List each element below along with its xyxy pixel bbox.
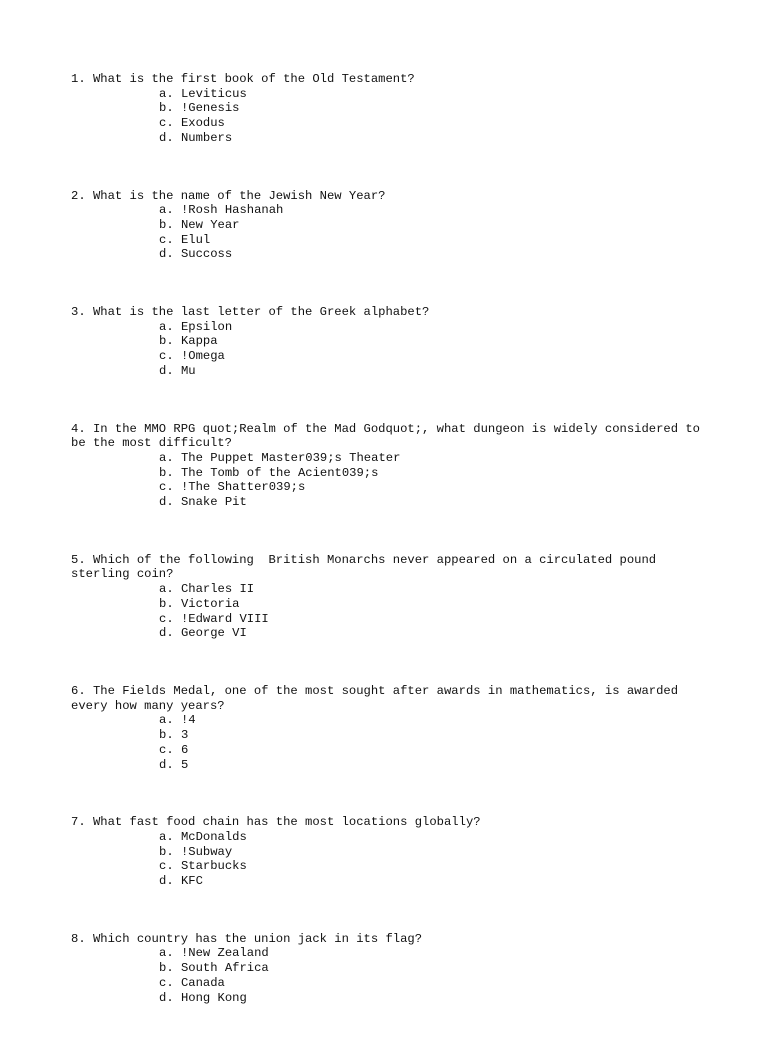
option-b bbox=[159, 728, 711, 743]
option-d bbox=[159, 626, 711, 641]
option-a bbox=[159, 203, 711, 218]
option-text: !Omega bbox=[180, 349, 225, 364]
option-letter: a. bbox=[159, 713, 174, 728]
option-text: !Rosh Hashanah bbox=[180, 203, 284, 218]
option-letter: c. bbox=[159, 859, 174, 874]
question-4 bbox=[71, 422, 711, 510]
question-5 bbox=[71, 553, 711, 641]
option-text: KFC bbox=[180, 874, 203, 889]
option-text: !Genesis bbox=[180, 101, 240, 116]
quiz-document bbox=[71, 72, 711, 1048]
option-c bbox=[159, 859, 711, 874]
question-text: 4. In the MMO RPG quot;Realm of the Mad Godquot;, what dungeon is widely considered to be the most difficult? bbox=[71, 421, 708, 451]
option-d bbox=[159, 364, 711, 379]
option-letter: a. bbox=[159, 829, 174, 844]
option-letter: d. bbox=[159, 363, 174, 378]
option-b bbox=[159, 961, 711, 976]
option-text: Succoss bbox=[180, 247, 233, 262]
option-d bbox=[159, 131, 711, 146]
option-letter: a. bbox=[159, 946, 174, 961]
option-b bbox=[159, 845, 711, 860]
option-text: !The Shatter039;s bbox=[180, 480, 306, 495]
option-text: Epsilon bbox=[180, 319, 233, 334]
question-text: 8. Which country has the union jack in its flag? bbox=[71, 931, 423, 946]
option-letter: d. bbox=[159, 874, 174, 889]
option-text: 3 bbox=[180, 728, 189, 743]
option-c bbox=[159, 612, 711, 627]
option-letter: b. bbox=[159, 596, 174, 611]
option-text: The Tomb of the Acient039;s bbox=[180, 465, 379, 480]
answer-options bbox=[71, 830, 711, 889]
question-3 bbox=[71, 305, 711, 379]
answer-options bbox=[71, 713, 711, 772]
option-text: Starbucks bbox=[180, 859, 247, 874]
option-text: Mu bbox=[180, 363, 196, 378]
option-c bbox=[159, 116, 711, 131]
option-letter: c. bbox=[159, 232, 174, 247]
option-c bbox=[159, 233, 711, 248]
option-text: 6 bbox=[180, 742, 189, 757]
question-text: 3. What is the last letter of the Greek alphabet? bbox=[71, 305, 430, 320]
option-text: Charles II bbox=[180, 582, 255, 597]
answer-options bbox=[71, 451, 711, 510]
option-b bbox=[159, 101, 711, 116]
option-letter: b. bbox=[159, 961, 174, 976]
option-letter: c. bbox=[159, 116, 174, 131]
option-letter: b. bbox=[159, 101, 174, 116]
option-letter: d. bbox=[159, 757, 174, 772]
question-text: 6. The Fields Medal, one of the most sought after awards in mathematics, is awarded every how many years? bbox=[71, 683, 686, 713]
option-letter: c. bbox=[159, 611, 174, 626]
option-text: Hong Kong bbox=[180, 990, 247, 1005]
option-letter: d. bbox=[159, 495, 174, 510]
option-text: Canada bbox=[180, 975, 225, 990]
option-letter: b. bbox=[159, 217, 174, 232]
option-a bbox=[159, 946, 711, 961]
option-text: 5 bbox=[180, 757, 189, 772]
option-d bbox=[159, 991, 711, 1006]
option-text: !Edward VIII bbox=[180, 611, 269, 626]
option-a bbox=[159, 713, 711, 728]
option-text: The Puppet Master039;s Theater bbox=[180, 450, 401, 465]
option-d bbox=[159, 874, 711, 889]
option-b bbox=[159, 466, 711, 481]
option-d bbox=[159, 247, 711, 262]
option-text: Numbers bbox=[180, 130, 233, 145]
option-letter: c. bbox=[159, 742, 174, 757]
option-text: McDonalds bbox=[180, 829, 247, 844]
option-letter: b. bbox=[159, 334, 174, 349]
option-letter: d. bbox=[159, 247, 174, 262]
option-a bbox=[159, 451, 711, 466]
option-d bbox=[159, 495, 711, 510]
option-text: !Subway bbox=[180, 844, 233, 859]
option-text: Victoria bbox=[180, 596, 240, 611]
option-c bbox=[159, 349, 711, 364]
option-text: Leviticus bbox=[180, 86, 247, 101]
option-text: George VI bbox=[180, 626, 247, 641]
answer-options bbox=[71, 582, 711, 641]
question-7 bbox=[71, 815, 711, 889]
option-letter: a. bbox=[159, 86, 174, 101]
option-letter: b. bbox=[159, 844, 174, 859]
option-c bbox=[159, 743, 711, 758]
option-b bbox=[159, 218, 711, 233]
option-text: New Year bbox=[180, 217, 240, 232]
answer-options bbox=[71, 320, 711, 379]
option-text: Exodus bbox=[180, 116, 225, 131]
option-c bbox=[159, 480, 711, 495]
answer-options bbox=[71, 87, 711, 146]
question-text: 5. Which of the following British Monarchs never appeared on a circulated pound sterling coin? bbox=[71, 552, 664, 582]
answer-options bbox=[71, 946, 711, 1005]
option-b bbox=[159, 334, 711, 349]
option-c bbox=[159, 976, 711, 991]
answer-options bbox=[71, 203, 711, 262]
option-letter: a. bbox=[159, 203, 174, 218]
option-d bbox=[159, 758, 711, 773]
question-text: 1. What is the first book of the Old Testament? bbox=[71, 72, 415, 86]
option-text: South Africa bbox=[180, 961, 269, 976]
question-1 bbox=[71, 72, 711, 146]
option-letter: b. bbox=[159, 728, 174, 743]
option-letter: a. bbox=[159, 582, 174, 597]
option-letter: d. bbox=[159, 990, 174, 1005]
question-6 bbox=[71, 684, 711, 772]
option-text: Kappa bbox=[180, 334, 218, 349]
option-b bbox=[159, 597, 711, 612]
option-letter: c. bbox=[159, 975, 174, 990]
option-letter: a. bbox=[159, 319, 174, 334]
question-text: 7. What fast food chain has the most locations globally? bbox=[71, 815, 481, 830]
option-letter: b. bbox=[159, 465, 174, 480]
question-2 bbox=[71, 189, 711, 263]
option-text: !4 bbox=[180, 713, 196, 728]
option-letter: d. bbox=[159, 130, 174, 145]
option-text: !New Zealand bbox=[180, 946, 269, 961]
option-letter: c. bbox=[159, 480, 174, 495]
option-a bbox=[159, 320, 711, 335]
question-text: 2. What is the name of the Jewish New Year? bbox=[71, 188, 386, 203]
option-text: Elul bbox=[180, 232, 211, 247]
option-letter: a. bbox=[159, 450, 174, 465]
question-8 bbox=[71, 932, 711, 1006]
option-letter: d. bbox=[159, 626, 174, 641]
option-letter: c. bbox=[159, 349, 174, 364]
option-text: Snake Pit bbox=[180, 495, 247, 510]
option-a bbox=[159, 830, 711, 845]
option-a bbox=[159, 87, 711, 102]
option-a bbox=[159, 582, 711, 597]
